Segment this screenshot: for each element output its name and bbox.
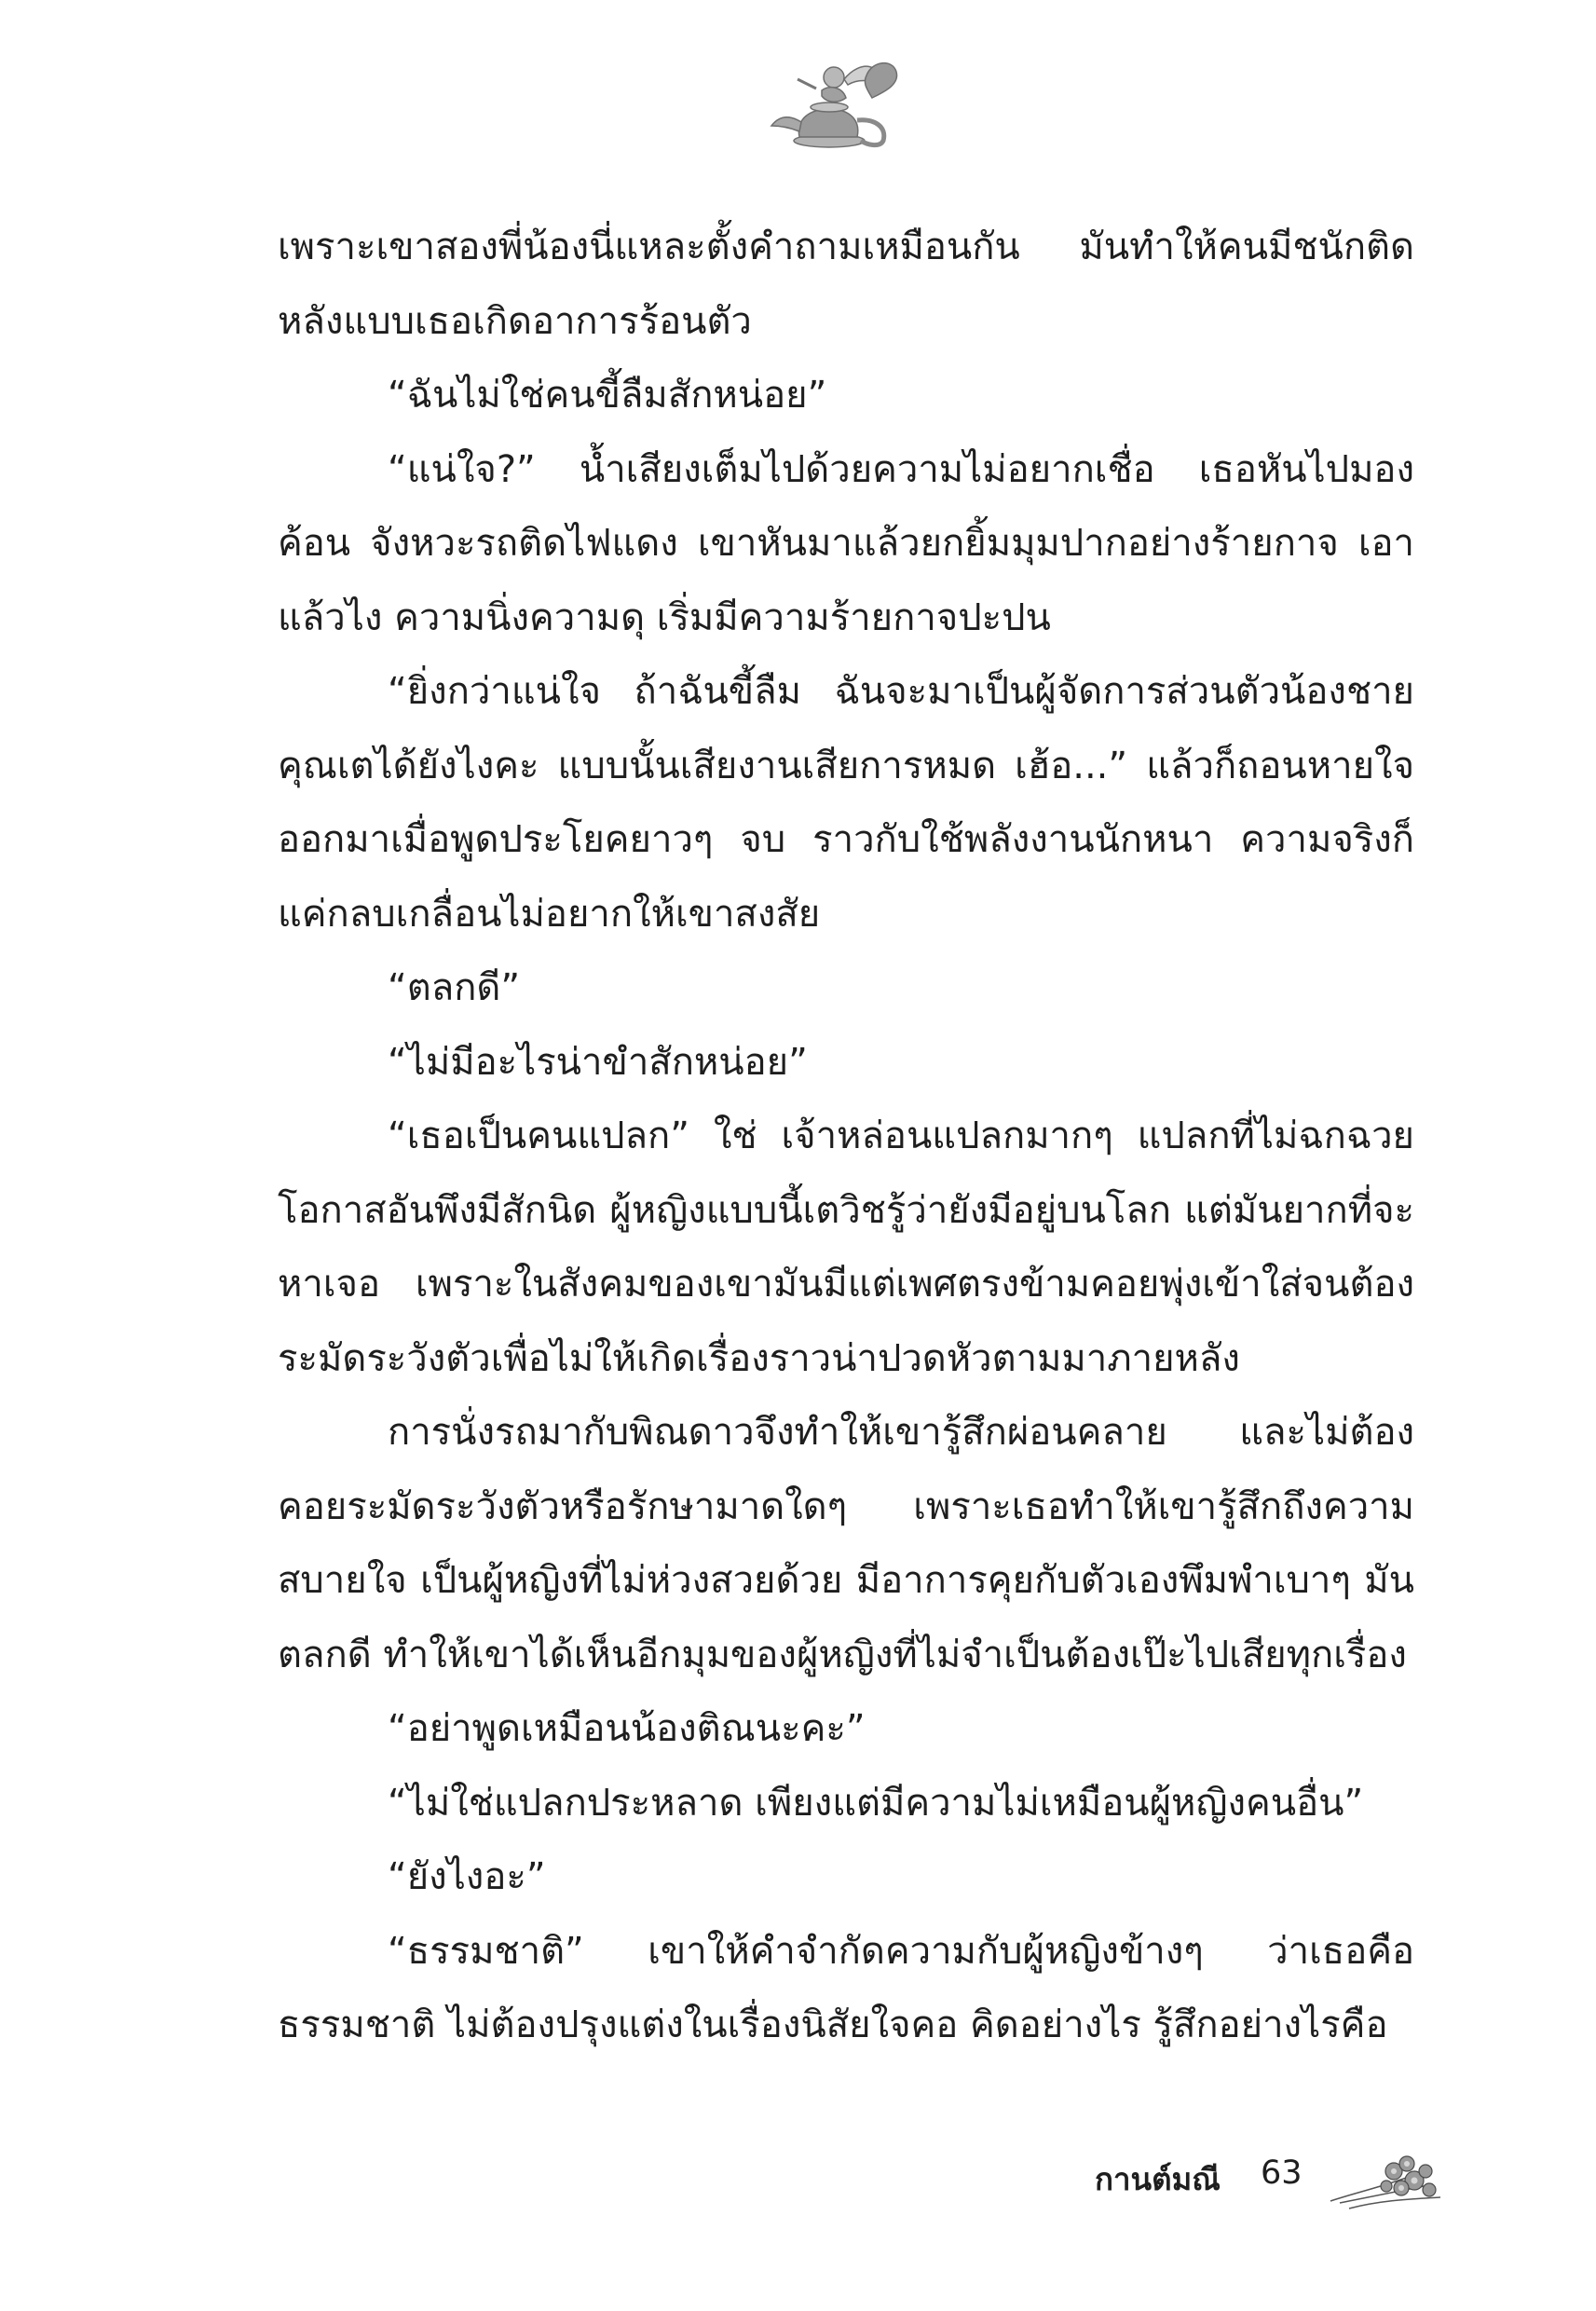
body-text [278,211,1414,2063]
paragraph: “ไม่มีอะไรน่าขำสักหน่อย” [388,1040,808,1084]
paragraph: “ฉันไม่ใช่คนขี้ลืมสักหน่อย” [388,374,827,417]
cupid-teapot-ornament-icon [764,51,922,158]
paragraph: “เธอเป็นคนแปลก” ใช่ เจ้าหล่อนแปลกมากๆ แปลกที่ไม่ฉกฉวยโอกาสอันพึงมีสักนิด ผู้หญิงแบบนี้เตวิชรู้ว่ายังมีอยู่บนโลก แต่มันยากที่จะหาเจอ เพราะในสังคมของเขามันมีแต่เพศตรงข้ามคอยพุ่งเข้าใส่จนต้องระมัดระวังตัวเพื่อไม่ให้เกิดเรื่องราวน่าปวดหัวตามมาภายหลัง [278,1114,1414,1380]
paragraph: “ธรรมชาติ” เขาให้คำจำกัดความกับผู้หญิงข้างๆ ว่าเธอคือธรรมชาติ ไม่ต้องปรุงแต่งในเรื่องนิสัยใจคอ คิดอย่างไร รู้สึกอย่างไรคือ [278,1929,1414,2046]
page-number: 63 [1261,2154,1303,2192]
paragraph: “ไม่ใช่แปลกประหลาด เพียงแต่มีความไม่เหมือนผู้หญิงคนอื่น” [388,1781,1364,1825]
paragraph: “แน่ใจ?” น้ำเสียงเต็มไปด้วยความไม่อยากเชื่อ เธอหันไปมองค้อน จังหวะรถติดไฟแดง เขาหันมาแล้วยกยิ้มมุมปากอย่างร้ายกาจ เอาแล้วไง ความนิ่งความดุ เริ่มมีความร้ายกาจปะปน [278,447,1414,639]
paragraph: “ยังไงอะ” [388,1855,546,1898]
flower-bouquet-icon [1321,2143,1452,2216]
page-footer [1095,2143,1449,2218]
paragraph: “อย่าพูดเหมือนน้องติณนะคะ” [388,1707,866,1750]
paragraph: “ตลกดี” [388,966,521,1009]
paragraph: “ยิ่งกว่าแน่ใจ ถ้าฉันขี้ลืม ฉันจะมาเป็นผู้จัดการส่วนตัวน้องชายคุณเตได้ยังไงคะ แบบนั้นเสียงานเสียการหมด เฮ้อ...” แล้วก็ถอนหายใจออกมาเมื่อพูดประโยคยาวๆ จบ ราวกับใช้พลังงานนักหนา ความจริงก็แค่กลบเกลื่อนไม่อยากให้เขาสงสัย [278,670,1414,936]
paragraph: การนั่งรถมากับพิณดาวจึงทำให้เขารู้สึกผ่อนคลาย และไม่ต้องคอยระมัดระวังตัวหรือรักษามาดใดๆ เพราะเธอทำให้เขารู้สึกถึงความสบายใจ เป็นผู้หญิงที่ไม่ห่วงสวยด้วย มีอาการคุยกับตัวเองพึมพำเบาๆ มันตลกดี ทำให้เขาได้เห็นอีกมุมของผู้หญิงที่ไม่จำเป็นต้องเป๊ะไปเสียทุกเรื่อง [278,1411,1414,1676]
paragraph: เพราะเขาสองพี่น้องนี่แหละตั้งคำถามเหมือนกัน มันทำให้คนมีชนักติดหลังแบบเธอเกิดอาการร้อนตัว [278,226,1414,343]
book-title: กานต์มณี [1095,2161,1221,2197]
